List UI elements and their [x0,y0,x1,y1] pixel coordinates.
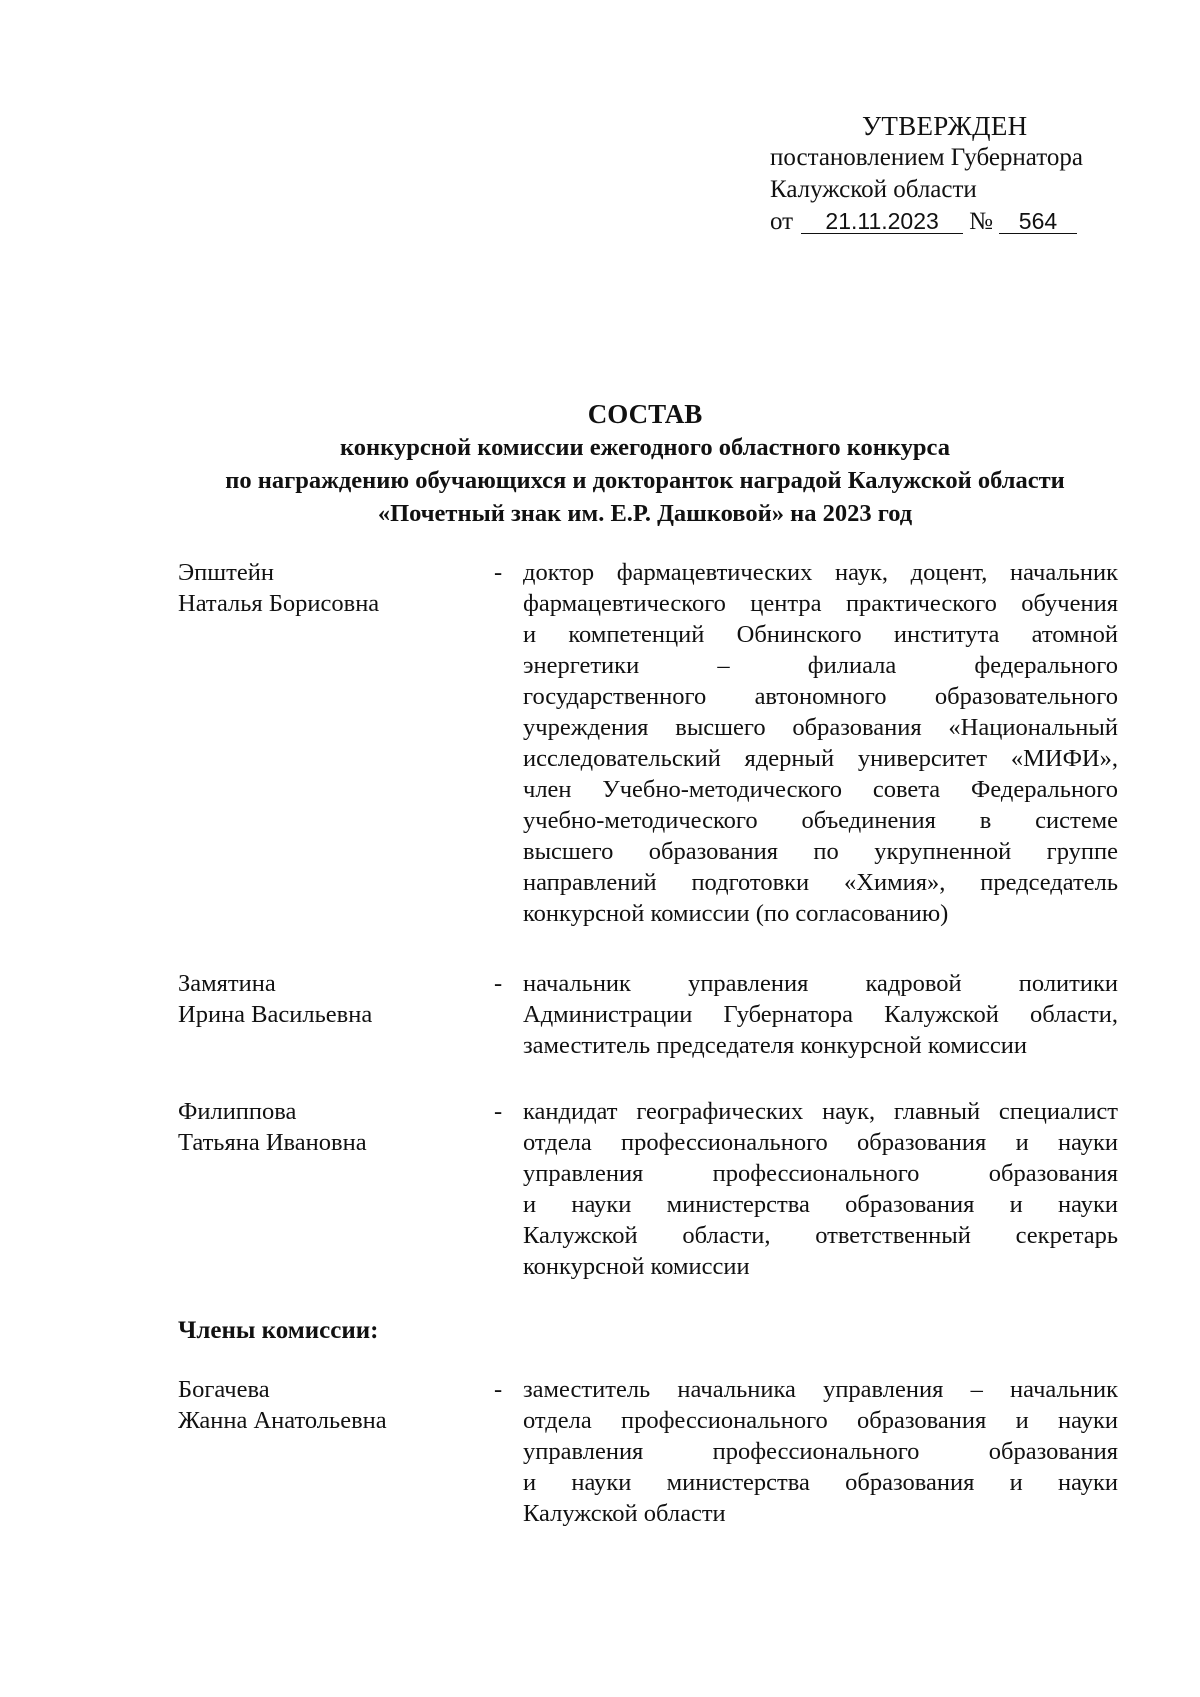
description-line: Администрации Губернатора Калужской области, [523,1001,1118,1028]
description-line: энергетики – филиала федерального [523,652,1118,679]
member-surname: Богачева [178,1376,270,1403]
dash-separator: - [494,970,503,997]
member-surname: Эпштейн [178,559,274,586]
description-line: член Учебно-методического совета Федерального [523,776,1118,803]
member-description [523,557,1118,929]
date-prefix: от [770,208,794,235]
number-sign: № [969,208,993,235]
description-line: конкурсной комиссии (по согласованию) [523,900,949,927]
approval-line-2: Калужской области [770,176,977,203]
description-line: начальник управления кадровой политики [523,970,1118,997]
description-line: учебно-методического объединения в системе [523,807,1118,834]
description-line: отдела профессионального образования и науки [523,1407,1118,1434]
description-line: доктор фармацевтических наук, доцент, начальник [523,559,1118,586]
description-line: отдела профессионального образования и науки [523,1129,1118,1156]
member-given-names: Наталья Борисовна [178,590,380,617]
member-given-names: Татьяна Ивановна [178,1129,367,1156]
dash-separator: - [494,1098,503,1125]
description-line: направлений подготовки «Химия», председатель [523,869,1118,896]
member-description [523,1374,1118,1529]
description-line: государственного автономного образовательного [523,683,1118,710]
approval-number: 564 [999,209,1077,234]
approval-date: 21.11.2023 [801,209,963,234]
approval-title: УТВЕРЖДЕН [862,111,1028,141]
member-description [523,968,1118,1061]
member-name [178,968,478,1030]
description-line: Калужской области [523,1500,726,1527]
heading-line-3: «Почетный знак им. Е.Р. Дашковой» на 2023 год [377,500,913,527]
section-title: Члены комиссии: [178,1317,379,1344]
member-name [178,1374,478,1436]
member-surname: Замятина [178,970,276,997]
description-line: учреждения высшего образования «Национальный [523,714,1118,741]
member-given-names: Ирина Васильевна [178,1001,373,1028]
description-line: и компетенций Обнинского института атомной [523,621,1118,648]
description-line: Калужской области, ответственный секретарь [523,1222,1118,1249]
description-line: управления профессионального образования [523,1438,1118,1465]
document-title: СОСТАВ [587,399,703,429]
description-line: заместитель председателя конкурсной комиссии [523,1032,1027,1059]
document-heading [0,398,1200,530]
approval-block [770,110,1083,238]
dash-separator: - [494,559,503,586]
description-line: кандидат географических наук, главный специалист [523,1098,1118,1125]
description-line: и науки министерства образования и науки [523,1469,1118,1496]
description-line: исследовательский ядерный университет «МИФИ», [523,745,1118,772]
approval-line-1: постановлением Губернатора [770,144,1083,171]
heading-line-2: по награждению обучающихся и докторанток наградой Калужской области [225,467,1065,494]
description-line: заместитель начальника управления – начальник [523,1376,1118,1403]
description-line: управления профессионального образования [523,1160,1118,1187]
heading-line-1: конкурсной комиссии ежегодного областного конкурса [340,434,950,461]
member-description [523,1096,1118,1282]
member-name [178,1096,478,1158]
description-line: и науки министерства образования и науки [523,1191,1118,1218]
approval-date-line [770,206,1083,238]
description-line: фармацевтического центра практического обучения [523,590,1118,617]
description-line: высшего образования по укрупненной группе [523,838,1118,865]
member-given-names: Жанна Анатольевна [178,1407,387,1434]
description-line: конкурсной комиссии [523,1253,750,1280]
member-surname: Филиппова [178,1098,297,1125]
dash-separator: - [494,1376,503,1403]
member-name [178,557,478,619]
